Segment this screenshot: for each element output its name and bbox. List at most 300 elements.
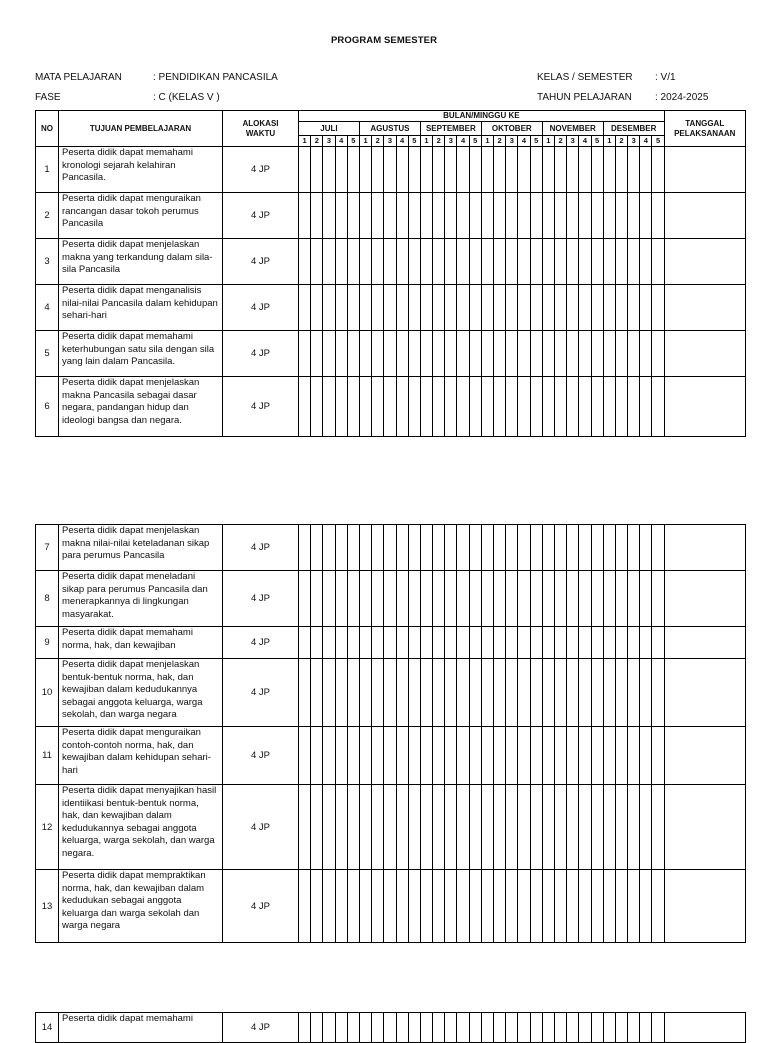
week-cell — [640, 785, 652, 870]
week-cell — [652, 659, 664, 727]
week-number: 3 — [628, 136, 640, 147]
month-header: SEPTEMBER — [420, 122, 481, 136]
week-cell — [323, 239, 335, 285]
week-cell — [433, 785, 445, 870]
week-cell — [433, 193, 445, 239]
week-number: 3 — [384, 136, 396, 147]
week-number: 5 — [530, 136, 542, 147]
week-cell — [554, 1013, 566, 1043]
week-cell — [433, 627, 445, 659]
tujuan-pembelajaran: Peserta didik dapat menjelaskan bentuk-bentuk norma, hak, dan kewajiban dalam kedudukannya sebagai anggota keluarga, warga sekolah, dan warga negara — [59, 659, 223, 727]
week-cell — [481, 525, 493, 571]
week-cell — [530, 627, 542, 659]
alokasi-waktu: 4 JP — [223, 627, 299, 659]
kelas-semester-label: KELAS / SEMESTER — [537, 72, 633, 83]
week-cell — [420, 193, 432, 239]
week-cell — [494, 147, 506, 193]
week-cell — [579, 571, 591, 627]
week-number: 1 — [359, 136, 371, 147]
month-header: NOVEMBER — [542, 122, 603, 136]
week-cell — [506, 571, 518, 627]
month-header: DESEMBER — [603, 122, 664, 136]
week-cell — [481, 571, 493, 627]
week-cell — [445, 193, 457, 239]
week-cell — [408, 525, 420, 571]
week-cell — [518, 193, 530, 239]
table-row — [36, 785, 746, 870]
week-cell — [518, 285, 530, 331]
week-number: 5 — [408, 136, 420, 147]
week-number: 2 — [372, 136, 384, 147]
week-cell — [640, 870, 652, 943]
week-cell — [542, 525, 554, 571]
week-cell — [518, 239, 530, 285]
week-cell — [347, 785, 359, 870]
week-cell — [335, 1013, 347, 1043]
week-cell — [530, 239, 542, 285]
week-cell — [518, 659, 530, 727]
table-row — [36, 727, 746, 785]
tujuan-pembelajaran: Peserta didik dapat memahami norma, hak, dan kewajiban — [59, 627, 223, 659]
month-header: JULI — [299, 122, 360, 136]
week-cell — [542, 147, 554, 193]
week-cell — [603, 659, 615, 727]
week-cell — [567, 331, 579, 377]
week-cell — [579, 1013, 591, 1043]
week-cell — [506, 525, 518, 571]
week-cell — [603, 727, 615, 785]
week-cell — [518, 331, 530, 377]
week-cell — [640, 727, 652, 785]
week-cell — [530, 659, 542, 727]
week-cell — [445, 147, 457, 193]
week-cell — [396, 785, 408, 870]
week-cell — [372, 659, 384, 727]
week-cell — [652, 727, 664, 785]
week-cell — [408, 239, 420, 285]
week-cell — [335, 627, 347, 659]
week-cell — [445, 1013, 457, 1043]
week-cell — [311, 571, 323, 627]
week-cell — [628, 870, 640, 943]
row-number: 11 — [36, 727, 59, 785]
week-cell — [518, 571, 530, 627]
week-cell — [481, 377, 493, 437]
week-cell — [372, 525, 384, 571]
week-number: 3 — [323, 136, 335, 147]
week-cell — [542, 1013, 554, 1043]
week-cell — [567, 147, 579, 193]
mata-pelajaran-label: MATA PELAJARAN — [35, 72, 122, 83]
week-cell — [372, 571, 384, 627]
week-cell — [311, 377, 323, 437]
row-number: 12 — [36, 785, 59, 870]
week-cell — [603, 377, 615, 437]
week-cell — [372, 285, 384, 331]
week-cell — [518, 727, 530, 785]
week-number: 5 — [652, 136, 664, 147]
week-cell — [372, 239, 384, 285]
tujuan-pembelajaran: Peserta didik dapat meneladani sikap para perumus Pancasila dan menerapkannya di lingkungan masyarakat. — [59, 571, 223, 627]
fase-label: FASE — [35, 92, 61, 103]
week-cell — [615, 147, 627, 193]
week-cell — [433, 239, 445, 285]
tanggal-pelaksanaan-cell — [664, 331, 745, 377]
week-cell — [579, 870, 591, 943]
week-cell — [347, 659, 359, 727]
week-number: 3 — [506, 136, 518, 147]
week-number: 2 — [433, 136, 445, 147]
week-cell — [591, 727, 603, 785]
table-row — [36, 331, 746, 377]
week-cell — [335, 870, 347, 943]
week-cell — [567, 571, 579, 627]
week-cell — [433, 727, 445, 785]
week-cell — [347, 239, 359, 285]
week-number: 2 — [311, 136, 323, 147]
month-header: OKTOBER — [481, 122, 542, 136]
header-no: NO — [36, 111, 59, 147]
week-cell — [372, 785, 384, 870]
week-cell — [481, 1013, 493, 1043]
week-cell — [457, 525, 469, 571]
week-cell — [347, 870, 359, 943]
row-number: 3 — [36, 239, 59, 285]
week-cell — [469, 627, 481, 659]
week-cell — [299, 785, 311, 870]
week-cell — [494, 727, 506, 785]
week-cell — [554, 193, 566, 239]
week-cell — [554, 525, 566, 571]
week-cell — [396, 627, 408, 659]
week-cell — [506, 239, 518, 285]
week-cell — [384, 377, 396, 437]
tanggal-pelaksanaan-cell — [664, 659, 745, 727]
tujuan-pembelajaran: Peserta didik dapat menganalisis nilai-nilai Pancasila dalam kehidupan sehari-hari — [59, 285, 223, 331]
tanggal-pelaksanaan-cell — [664, 727, 745, 785]
tanggal-pelaksanaan-cell — [664, 193, 745, 239]
week-cell — [579, 377, 591, 437]
week-cell — [469, 727, 481, 785]
tanggal-pelaksanaan-cell — [664, 571, 745, 627]
week-cell — [420, 785, 432, 870]
week-cell — [567, 193, 579, 239]
week-cell — [396, 193, 408, 239]
week-cell — [469, 193, 481, 239]
week-cell — [433, 525, 445, 571]
week-cell — [640, 193, 652, 239]
week-cell — [554, 870, 566, 943]
week-cell — [420, 870, 432, 943]
week-cell — [506, 627, 518, 659]
alokasi-waktu: 4 JP — [223, 525, 299, 571]
week-cell — [603, 239, 615, 285]
week-cell — [335, 377, 347, 437]
week-cell — [311, 727, 323, 785]
table-row — [36, 627, 746, 659]
week-cell — [603, 525, 615, 571]
week-cell — [530, 727, 542, 785]
tujuan-pembelajaran: Peserta didik dapat mempraktikan norma, hak, dan kewajiban dalam kedudukan sebagai anggota keluarga dan warga sekolah dan warga negara — [59, 870, 223, 943]
week-cell — [506, 377, 518, 437]
week-cell — [542, 571, 554, 627]
week-cell — [506, 331, 518, 377]
week-cell — [518, 627, 530, 659]
week-cell — [384, 659, 396, 727]
row-number: 6 — [36, 377, 59, 437]
header-alokasi-waktu: ALOKASI WAKTU — [223, 111, 299, 147]
tanggal-pelaksanaan-cell — [664, 147, 745, 193]
week-cell — [567, 285, 579, 331]
week-cell — [494, 627, 506, 659]
week-cell — [530, 785, 542, 870]
tanggal-pelaksanaan-cell — [664, 239, 745, 285]
alokasi-waktu: 4 JP — [223, 785, 299, 870]
week-cell — [494, 659, 506, 727]
week-cell — [469, 785, 481, 870]
week-cell — [481, 193, 493, 239]
week-cell — [530, 285, 542, 331]
week-cell — [311, 785, 323, 870]
week-cell — [396, 377, 408, 437]
week-number: 3 — [567, 136, 579, 147]
week-cell — [323, 147, 335, 193]
week-cell — [640, 1013, 652, 1043]
week-cell — [299, 525, 311, 571]
week-cell — [652, 193, 664, 239]
week-cell — [640, 659, 652, 727]
week-cell — [652, 870, 664, 943]
tujuan-pembelajaran: Peserta didik dapat memahami — [59, 1013, 223, 1043]
week-cell — [628, 239, 640, 285]
week-cell — [518, 1013, 530, 1043]
week-cell — [335, 571, 347, 627]
row-number: 9 — [36, 627, 59, 659]
week-cell — [481, 239, 493, 285]
week-number: 4 — [457, 136, 469, 147]
week-cell — [591, 331, 603, 377]
week-cell — [347, 525, 359, 571]
week-cell — [506, 727, 518, 785]
week-cell — [311, 870, 323, 943]
week-cell — [335, 193, 347, 239]
week-cell — [420, 525, 432, 571]
week-cell — [323, 627, 335, 659]
week-cell — [567, 659, 579, 727]
week-cell — [530, 1013, 542, 1043]
week-cell — [457, 659, 469, 727]
program-semester-table — [35, 110, 746, 437]
week-cell — [384, 785, 396, 870]
tanggal-pelaksanaan-cell — [664, 870, 745, 943]
alokasi-waktu: 4 JP — [223, 571, 299, 627]
table-row — [36, 571, 746, 627]
week-cell — [396, 659, 408, 727]
tujuan-pembelajaran: Peserta didik dapat menguraikan rancangan dasar tokoh perumus Pancasila — [59, 193, 223, 239]
row-number: 14 — [36, 1013, 59, 1043]
week-cell — [408, 1013, 420, 1043]
week-cell — [603, 147, 615, 193]
week-cell — [640, 377, 652, 437]
kelas-semester-value: : V/1 — [655, 72, 676, 83]
week-cell — [457, 331, 469, 377]
week-number: 1 — [603, 136, 615, 147]
week-cell — [640, 147, 652, 193]
week-cell — [457, 377, 469, 437]
week-cell — [347, 193, 359, 239]
row-number: 4 — [36, 285, 59, 331]
week-cell — [433, 331, 445, 377]
week-cell — [457, 870, 469, 943]
week-number: 4 — [640, 136, 652, 147]
week-cell — [299, 627, 311, 659]
week-cell — [530, 571, 542, 627]
week-cell — [542, 193, 554, 239]
week-cell — [530, 147, 542, 193]
week-cell — [481, 627, 493, 659]
week-cell — [299, 331, 311, 377]
week-cell — [311, 331, 323, 377]
tanggal-pelaksanaan-cell — [664, 1013, 745, 1043]
table-row — [36, 193, 746, 239]
row-number: 2 — [36, 193, 59, 239]
week-cell — [628, 571, 640, 627]
week-cell — [457, 1013, 469, 1043]
week-cell — [299, 659, 311, 727]
week-cell — [359, 193, 371, 239]
week-cell — [335, 331, 347, 377]
week-cell — [408, 331, 420, 377]
week-cell — [372, 193, 384, 239]
week-cell — [542, 727, 554, 785]
week-cell — [615, 525, 627, 571]
table-row — [36, 147, 746, 193]
week-cell — [396, 727, 408, 785]
week-cell — [591, 627, 603, 659]
week-cell — [567, 1013, 579, 1043]
week-cell — [567, 727, 579, 785]
tahun-pelajaran-label: TAHUN PELAJARAN — [537, 92, 632, 103]
week-cell — [384, 193, 396, 239]
week-cell — [652, 377, 664, 437]
week-cell — [579, 285, 591, 331]
week-cell — [420, 239, 432, 285]
week-cell — [384, 285, 396, 331]
week-cell — [603, 571, 615, 627]
week-cell — [640, 331, 652, 377]
week-cell — [518, 785, 530, 870]
week-cell — [384, 870, 396, 943]
week-cell — [347, 571, 359, 627]
week-cell — [396, 870, 408, 943]
week-cell — [372, 727, 384, 785]
week-number: 2 — [494, 136, 506, 147]
header-tanggal-pelaksanaan: TANGGAL PELAKSANAAN — [664, 111, 745, 147]
week-cell — [615, 377, 627, 437]
week-cell — [335, 285, 347, 331]
tujuan-pembelajaran: Peserta didik dapat menjelaskan makna Pancasila sebagai dasar negara, pandangan hidup dan ideologi bangsa dan negara. — [59, 377, 223, 437]
week-cell — [359, 331, 371, 377]
week-cell — [299, 285, 311, 331]
week-cell — [542, 870, 554, 943]
week-cell — [554, 377, 566, 437]
week-cell — [506, 147, 518, 193]
week-cell — [469, 147, 481, 193]
row-number: 5 — [36, 331, 59, 377]
row-number: 13 — [36, 870, 59, 943]
week-cell — [469, 870, 481, 943]
week-cell — [372, 331, 384, 377]
document-title: PROGRAM SEMESTER — [330, 35, 438, 46]
week-cell — [640, 627, 652, 659]
week-cell — [408, 147, 420, 193]
week-cell — [457, 627, 469, 659]
week-cell — [652, 285, 664, 331]
week-cell — [591, 193, 603, 239]
week-cell — [445, 377, 457, 437]
week-cell — [396, 147, 408, 193]
week-cell — [469, 239, 481, 285]
week-cell — [652, 627, 664, 659]
week-cell — [323, 285, 335, 331]
alokasi-waktu: 4 JP — [223, 285, 299, 331]
week-cell — [615, 571, 627, 627]
week-cell — [457, 147, 469, 193]
week-cell — [567, 525, 579, 571]
week-cell — [420, 285, 432, 331]
week-cell — [567, 239, 579, 285]
week-cell — [433, 285, 445, 331]
week-cell — [494, 785, 506, 870]
week-cell — [506, 285, 518, 331]
week-cell — [445, 285, 457, 331]
week-cell — [615, 870, 627, 943]
week-cell — [591, 285, 603, 331]
week-cell — [579, 727, 591, 785]
tanggal-pelaksanaan-cell — [664, 785, 745, 870]
row-number: 8 — [36, 571, 59, 627]
week-cell — [384, 239, 396, 285]
week-cell — [628, 193, 640, 239]
week-cell — [628, 727, 640, 785]
week-cell — [554, 239, 566, 285]
week-cell — [433, 571, 445, 627]
week-cell — [347, 377, 359, 437]
week-number: 5 — [347, 136, 359, 147]
week-cell — [652, 239, 664, 285]
week-cell — [433, 1013, 445, 1043]
alokasi-waktu: 4 JP — [223, 727, 299, 785]
tanggal-pelaksanaan-cell — [664, 377, 745, 437]
week-cell — [530, 331, 542, 377]
week-cell — [311, 525, 323, 571]
fase-value: : C (KELAS V ) — [153, 92, 220, 103]
week-cell — [384, 571, 396, 627]
week-cell — [359, 659, 371, 727]
table-row — [36, 870, 746, 943]
week-cell — [311, 659, 323, 727]
table-row — [36, 659, 746, 727]
week-cell — [384, 147, 396, 193]
week-cell — [396, 239, 408, 285]
week-cell — [518, 147, 530, 193]
tanggal-pelaksanaan-cell — [664, 627, 745, 659]
mata-pelajaran-value: : PENDIDIKAN PANCASILA — [153, 72, 278, 83]
month-header: AGUSTUS — [359, 122, 420, 136]
week-cell — [481, 870, 493, 943]
week-cell — [372, 377, 384, 437]
week-cell — [628, 659, 640, 727]
